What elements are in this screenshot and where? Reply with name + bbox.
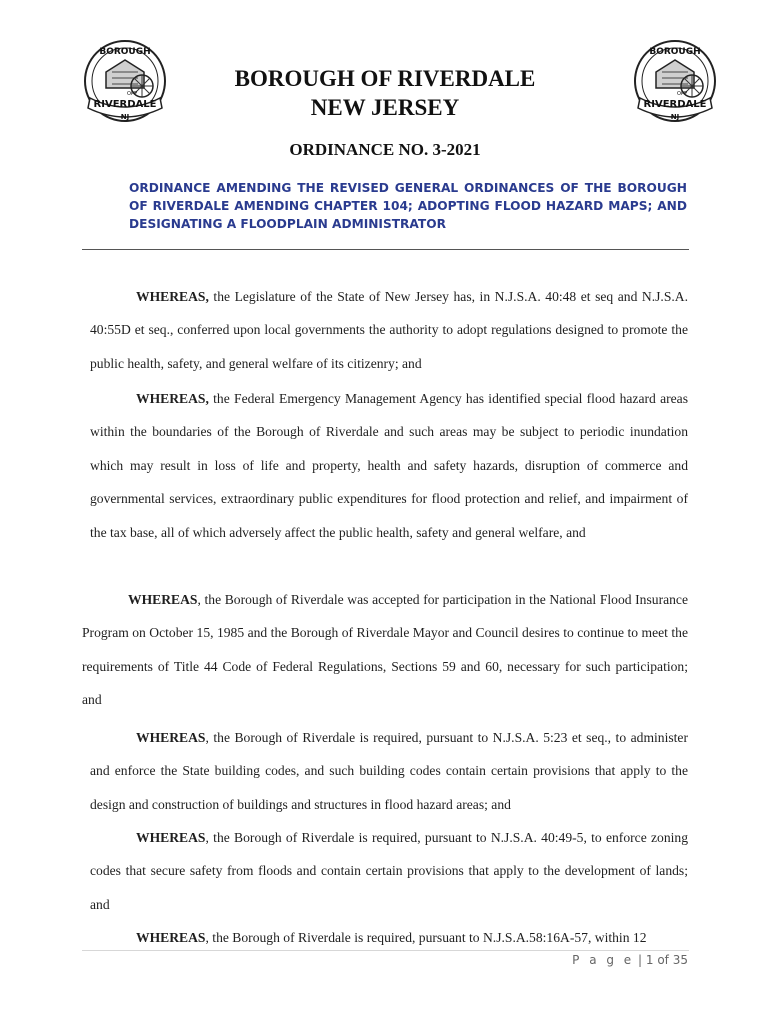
seal-text-bottom: NJ [120,113,130,121]
state-title: NEW JERSEY [310,95,460,120]
whereas-paragraph [90,821,688,921]
ordinance-number: ORDINANCE NO. 3-2021 [289,140,481,159]
whereas-paragraph [82,583,688,717]
paragraph-text: the Legislature of the State of New Jersey has, in N.J.S.A. 40:48 et seq and N.J.S.A. 40:55D et seq., conferred upon local governments the authority to adopt regulations designed to promote the public health, safety, and general welfare of its citizenry; and [90,289,688,371]
seal-text-mid: RIVERDALE [93,99,157,110]
whereas-lead: WHEREAS [136,930,206,945]
footer-divider [82,950,689,951]
whereas-paragraph [90,382,688,549]
paragraph-text: , the Borough of Riverdale was accepted for participation in the National Flood Insurance Program on October 15, 1985 and the Borough of Riverdale Mayor and Council desires to continue to meet the requirements of Title 44 Code of Federal Regulations, Sections 59 and 60, necessary for such participation; and [82,592,688,708]
whereas-paragraph [90,721,688,821]
footer-separator: | [638,953,643,967]
paragraph-text: , the Borough of Riverdale is required, pursuant to N.J.S.A.58:16A-57, within 12 [205,930,647,945]
whereas-paragraph [90,280,688,380]
whereas-lead: WHEREAS [128,592,198,607]
paragraph-text: , the Borough of Riverdale is required, pursuant to N.J.S.A. 5:23 et seq., to administer and enforce the State building codes, and such building codes contain certain provisions that apply to the design and construction of buildings and structures in flood hazard areas; and [90,730,688,812]
page-word: P a g e [572,953,635,967]
seal-text-small: OPP [127,91,137,97]
whereas-paragraph [90,921,688,951]
seal-text-mid: RIVERDALE [643,99,707,110]
ordinance-title: ORDINANCE AMENDING THE REVISED GENERAL ORDINANCES OF THE BOROUGH OF RIVERDALE AMENDING CHAPTER 104; ADOPTING FLOOD HAZARD MAPS; AND DESIGNATING A FLOODPLAIN ADMINISTRATOR [129,181,687,231]
whereas-lead: WHEREAS [136,830,206,845]
seal-text-top: BOROUGH [649,47,701,57]
whereas-lead: WHEREAS [136,730,206,745]
whereas-lead: WHEREAS, [136,391,209,406]
page-number: 1 of 35 [645,953,688,967]
title-divider [82,249,689,250]
seal-text-bottom: NJ [670,113,680,121]
whereas-lead: WHEREAS, [136,289,209,304]
paragraph-text: the Federal Emergency Management Agency has identified special flood hazard areas within the boundaries of the Borough of Riverdale and such areas may be subject to periodic inundation which may result in loss of life and property, health and safety hazards, disruption of commerce and governmental services, extraordinary public expenditures for flood protection and relief, and impairment of the tax base, all of which adversely affect the public health, safety and general welfare, and [90,391,688,540]
seal-text-small: OPP [677,91,687,97]
page-footer [400,953,688,967]
seal-text-top: BOROUGH [99,47,151,57]
paragraph-text: , the Borough of Riverdale is required, pursuant to N.J.S.A. 40:49-5, to enforce zoning codes that secure safety from floods and contain certain provisions that apply to the development of lands; and [90,830,688,912]
borough-title: BOROUGH OF RIVERDALE [234,66,536,91]
